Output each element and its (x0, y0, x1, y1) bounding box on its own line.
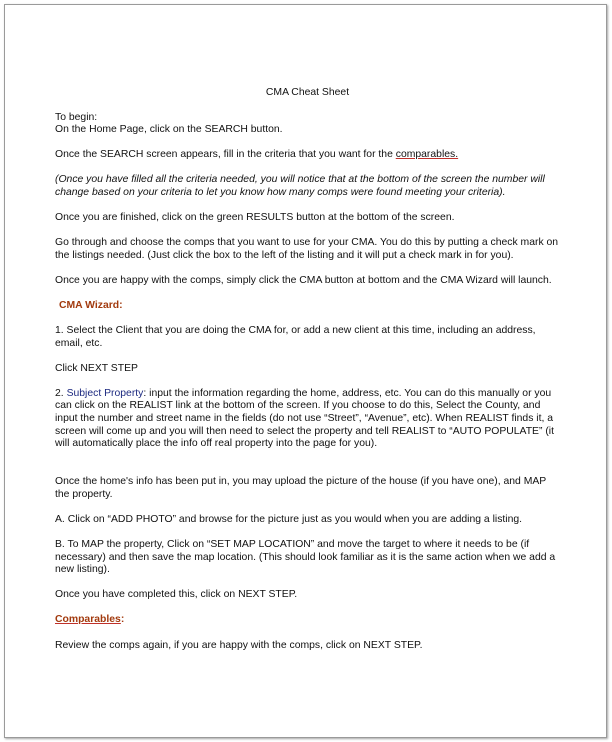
cma-wizard-heading: CMA Wizard: (59, 299, 123, 311)
results-paragraph: Once you are finished, click on the green RESULTS button at the bottom of the screen. (55, 212, 455, 224)
intro-line-1: To begin: (55, 111, 98, 123)
add-photo-paragraph: A. Click on “ADD PHOTO” and browse for the picture just as you would when you are adding a listing. (55, 513, 523, 525)
comparables-word: comparables. (395, 149, 459, 161)
step-2-text: : input the information regarding the home, address, etc. You can do this manually or you can click on the REALIST link at the bottom of the screen. If you choose to do this, Select the County, and input the number and street name in the fields (do not use “Street”, “Avenue”, etc). When REALIST finds it, a screen will come up and you will then need to select the property and tell REALIST to “AUTO POPULATE” (it will automatically place the info off real property into the page for you). (55, 387, 554, 450)
document-page (4, 4, 607, 738)
comparables-heading-block (55, 614, 560, 627)
step-2-number: 2. (55, 387, 67, 399)
step-2-paragraph (55, 388, 560, 451)
upload-paragraph: Once the home's info has been put in, you may upload the picture of the house (if you have one), and MAP the property. (55, 476, 547, 500)
comparables-colon: : (120, 614, 125, 626)
step-1-paragraph: 1. Select the Client that you are doing the CMA for, or add a new client at this time, including an address, email, etc. (55, 325, 536, 349)
search-text: Once the SEARCH screen appears, fill in the criteria that you want for the (55, 149, 396, 161)
intro-paragraph (55, 112, 560, 137)
launch-wizard-paragraph: Once you are happy with the comps, simply click the CMA button at bottom and the CMA Wizard will launch. (55, 274, 552, 286)
document-body (55, 87, 560, 665)
review-paragraph: Review the comps again, if you are happy with the comps, click on NEXT STEP. (55, 639, 423, 651)
wizard-heading-block (55, 300, 560, 313)
search-paragraph (55, 149, 560, 162)
comparables-heading: Comparables (55, 614, 121, 626)
page-title: CMA Cheat Sheet (265, 87, 350, 98)
completed-paragraph: Once you have completed this, click on NEXT STEP. (55, 589, 298, 601)
choose-comps-paragraph: Go through and choose the comps that you want to use for your CMA. You do this by putting a check mark on the listings needed. (Just click the box to the left of the listing and it will put a check mark in for you). (55, 237, 559, 261)
criteria-note: (Once you have filled all the criteria needed, you will notice that at the bottom of the screen the number will change based on your criteria to let you know how many comps were found meeting your criteria). (55, 174, 545, 198)
map-paragraph: B. To MAP the property, Click on “SET MAP LOCATION” and move the target to where it needs to be (if necessary) and then save the map location. (This should look familiar as it is the same action when we add a new listing). (55, 539, 556, 576)
next-step-paragraph: Click NEXT STEP (55, 362, 138, 374)
spacer (55, 463, 560, 476)
subject-property-label: Subject Property (66, 387, 144, 399)
intro-line-2: On the Home Page, click on the SEARCH button. (55, 124, 283, 136)
